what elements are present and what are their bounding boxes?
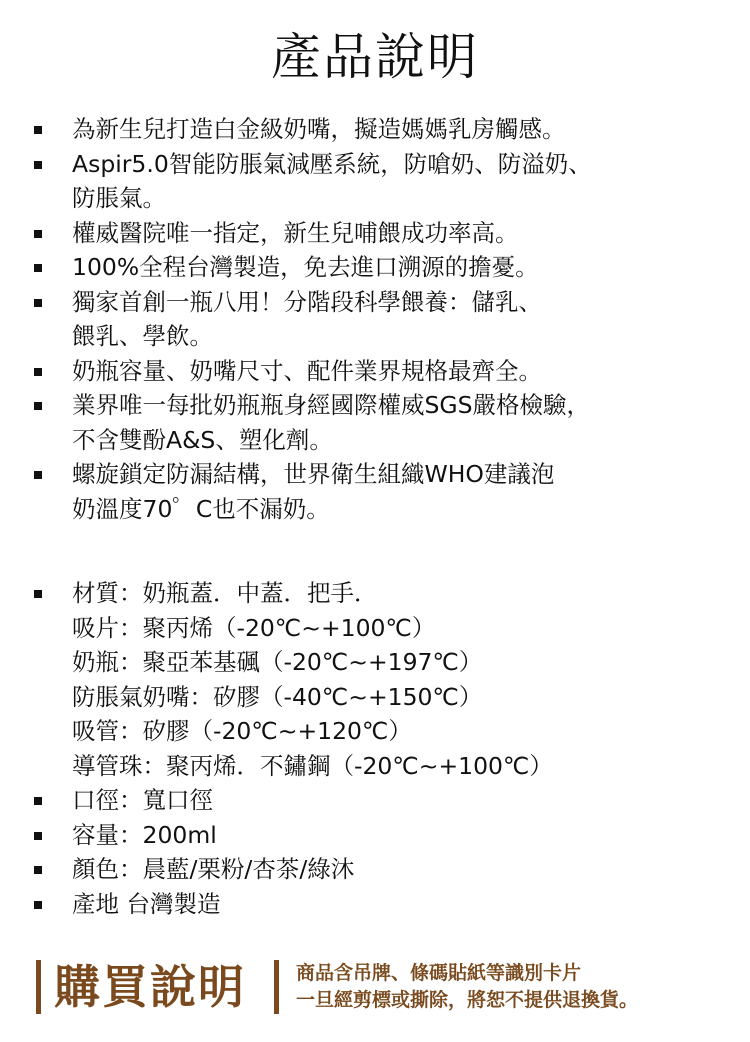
bullet-icon (34, 264, 42, 272)
feature-text: Aspir5.0智能防脹氣減壓系統，防嗆奶、防溢奶、 (72, 149, 592, 178)
feature-text: 防脹氣。 (72, 184, 166, 212)
bullet-icon (34, 797, 42, 805)
feature-text: 不含雙酚A&S、塑化劑。 (72, 425, 333, 454)
bullet-icon (34, 832, 42, 840)
bullet-icon (34, 866, 42, 874)
feature-item (0, 216, 740, 251)
feature-item (0, 354, 740, 389)
bullet-icon (34, 161, 42, 169)
spec-item-diameter (0, 783, 740, 818)
feature-text: 螺旋鎖定防漏結構，世界衛生組織WHO建議泡 (72, 460, 555, 488)
feature-item (0, 147, 740, 216)
bullet-icon (34, 402, 42, 410)
feature-item (0, 457, 740, 526)
spec-text: 吸管：矽膠（-20℃~+120℃） (72, 717, 412, 745)
bullet-icon (34, 901, 42, 909)
purchase-note (296, 960, 638, 1014)
bullet-icon (34, 299, 42, 307)
bullet-icon (34, 590, 42, 598)
spec-text: 導管珠：聚丙烯．不鏽鋼（-20℃~+100℃） (72, 751, 553, 780)
spec-text: 產地 台灣製造 (72, 889, 221, 918)
spec-list (0, 576, 740, 921)
page-title: 產品說明 (271, 28, 479, 86)
feature-text: 奶溫度70゜C也不漏奶。 (72, 494, 330, 523)
feature-item (0, 112, 740, 147)
spec-text: 顏色：晨藍/栗粉/杏茶/綠沐 (72, 855, 355, 883)
feature-item (0, 250, 740, 285)
spec-text: 容量：200ml (72, 820, 217, 849)
feature-text: 餵乳、學飲。 (72, 322, 213, 350)
purchase-notice (0, 948, 750, 1028)
spec-text: 口徑：寬口徑 (72, 786, 213, 814)
feature-text: 奶瓶容量、奶嘴尺寸、配件業界規格最齊全。 (72, 356, 542, 385)
spec-text: 奶瓶：聚亞苯基碸（-20℃~+197℃） (72, 648, 483, 676)
feature-item (0, 285, 740, 354)
bullet-icon (34, 368, 42, 376)
spec-item-material (0, 576, 740, 783)
purchase-title: 購買說明 (54, 960, 246, 1014)
feature-text: 業界唯一每批奶瓶瓶身經國際權威SGS嚴格檢驗， (72, 391, 591, 419)
feature-list (0, 112, 740, 526)
feature-text: 獨家首創一瓶八用！分階段科學餵養：儲乳、 (72, 287, 542, 316)
feature-text: 權威醫院唯一指定，新生兒哺餵成功率高。 (72, 218, 519, 247)
feature-item (0, 388, 740, 457)
feature-text: 為新生兒打造白金級奶嘴，擬造媽媽乳房觸感。 (72, 115, 566, 143)
accent-bar-divider (274, 960, 279, 1014)
bullet-icon (34, 471, 42, 479)
spec-text: 防脹氣奶嘴：矽膠（-40℃~+150℃） (72, 682, 483, 711)
spec-item-capacity (0, 818, 740, 853)
bullet-icon (34, 230, 42, 238)
purchase-note-line: 一旦經剪標或撕除，將恕不提供退換貨。 (296, 989, 639, 1011)
spec-text: 材質：奶瓶蓋．中蓋．把手． (72, 579, 378, 607)
feature-text: 100%全程台灣製造，免去進口溯源的擔憂。 (72, 253, 539, 281)
purchase-note-line: 商品含吊牌、條碼貼紙等識別卡片 (296, 962, 582, 984)
spec-item-color (0, 852, 740, 887)
bullet-icon (34, 126, 42, 134)
spec-item-origin (0, 887, 740, 922)
spec-text: 吸片：聚丙烯（-20℃~+100℃） (72, 613, 436, 642)
accent-bar-left (36, 960, 41, 1014)
